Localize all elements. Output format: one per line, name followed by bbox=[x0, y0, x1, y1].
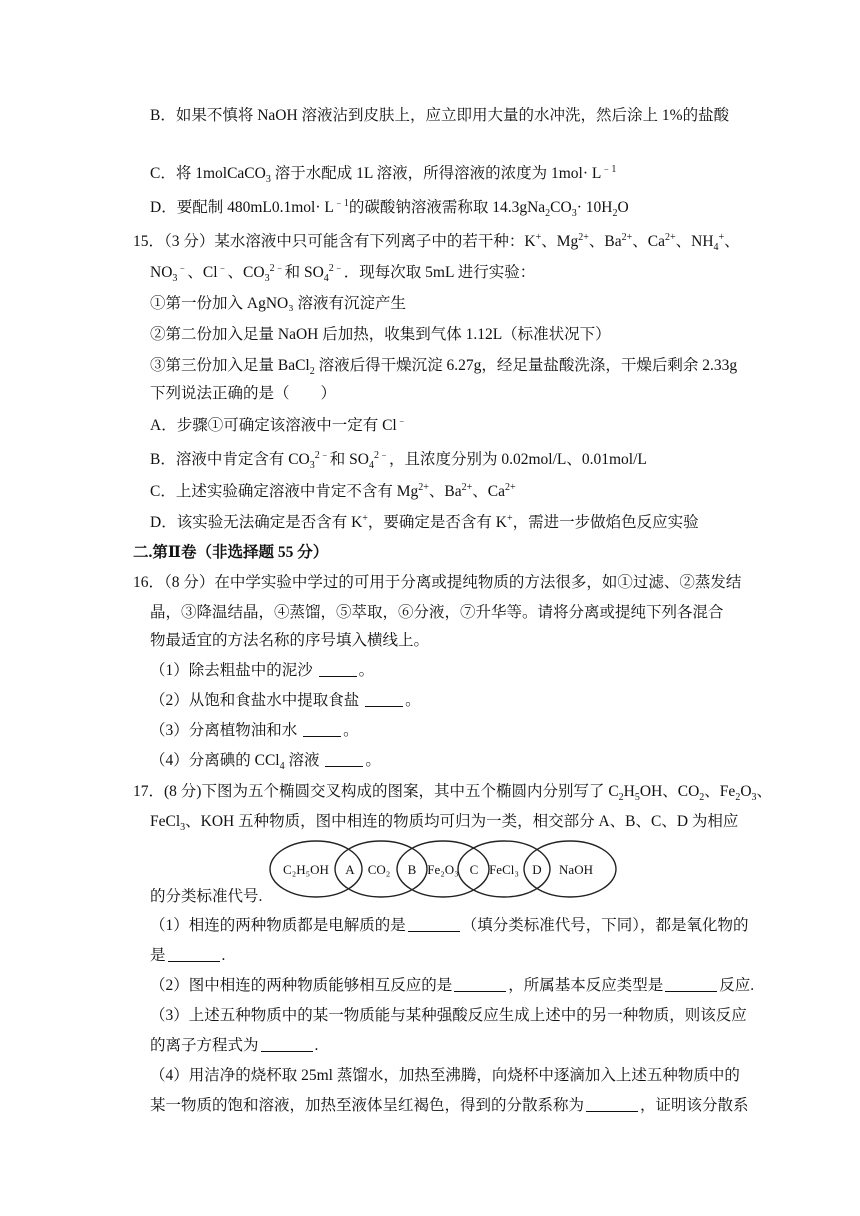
section-heading: 二.第Ⅱ卷（非选择题 55 分） bbox=[133, 544, 329, 561]
substance-co2: CO₂ bbox=[367, 862, 391, 877]
answer-blank[interactable] bbox=[365, 692, 403, 707]
q16-stem-line2: 晶，③降温结晶，④蒸馏，⑤萃取，⑥分液，⑦升华等。请将分离或提纯下列各混合 bbox=[150, 604, 724, 621]
ellipse-classification-diagram bbox=[268, 836, 618, 900]
answer-blank[interactable] bbox=[454, 977, 506, 992]
answer-blank[interactable] bbox=[168, 947, 220, 962]
q17-part1-cont: 是 . bbox=[150, 947, 226, 964]
substance-fe2o3: Fe₂O₃ bbox=[427, 862, 459, 877]
answer-blank[interactable] bbox=[586, 1097, 638, 1112]
q17-part3-cont: 的离子方程式为 . bbox=[150, 1037, 319, 1054]
q14-option-b: B．如果不慎将 NaOH 溶液沾到皮肤上，应立即用大量的水冲洗，然后涂上 1%的盐酸 bbox=[150, 107, 730, 124]
answer-blank[interactable] bbox=[303, 722, 341, 737]
q14-option-d: D．要配制 $480mL0.1mol\cdot L^{﹣1}$的碳酸钠溶液需称取 $14.3gNa_2CO_3\cdot 10H_2O$ bbox=[150, 197, 629, 220]
substance-fecl3: FeCl₃ bbox=[489, 862, 519, 877]
q15-stem-line1: 15．（3 分）某水溶液中只可能含有下列离子中的若干种：K+、$Mg^{2+}$、$Ba^{2+}$、$Ca^{2+}$、$NH_4^+$、 bbox=[133, 231, 740, 254]
q17-part1: （1）相连的两种物质都是电解质的是 （填分类标准代号，下同），都是氧化物的 bbox=[150, 917, 749, 934]
q15-option-c: C．上述实验确定溶液中肯定不含有 $Mg^{2+}$、$Ba^{2+}$、$Ca^{2+}$ bbox=[150, 481, 516, 500]
q15-question: 下列说法正确的是（ ） bbox=[150, 385, 337, 402]
answer-blank[interactable] bbox=[325, 752, 363, 767]
answer-blank[interactable] bbox=[665, 977, 717, 992]
q16-stem-line1: 16．（8 分）在中学实验中学过的可用于分离或提纯物质的方法很多，如①过滤、②蒸发结 bbox=[133, 574, 742, 591]
q15-step1: ①第一份加入 AgNO₃ 溶液有沉淀产生 bbox=[150, 295, 406, 312]
q17-stem-line1: 17．(8 分)下图为五个椭圆交叉构成的图案，其中五个椭圆内分别写了 $C_2H_5OH$、$CO_2$、$Fe_2O_3$、 bbox=[133, 783, 773, 804]
q16-part1: （1）除去粗盐中的泥沙 。 bbox=[150, 662, 375, 679]
q17-part4: （4）用洁净的烧杯取 25ml 蒸馏水，加热至沸腾，向烧杯中逐滴加入上述五种物质中的 bbox=[150, 1067, 740, 1084]
answer-blank[interactable] bbox=[261, 1037, 313, 1052]
q17-part4-cont: 某一物质的饱和溶液，加热至液体呈红褐色，得到的分散系称为 ，证明该分散系 bbox=[150, 1097, 749, 1114]
substance-naoh: NaOH bbox=[559, 862, 593, 877]
answer-blank[interactable] bbox=[319, 662, 357, 677]
q17-stem-line3: 的分类标准代号. bbox=[150, 888, 263, 905]
substance-c2h5oh: C₂H₅OH bbox=[283, 862, 329, 877]
q17-part2: （2）图中相连的两种物质能够相互反应的是 ，所属基本反应类型是 反应. bbox=[150, 977, 755, 994]
q14-option-c: C．将 1molCaCO$_3$ 溶于水配成 1L 溶液，所得溶液的浓度为 $1mol\cdot L^{﹣1}$ bbox=[150, 163, 617, 186]
label-a: A bbox=[345, 862, 355, 877]
label-c: C bbox=[469, 862, 479, 877]
q15-step3: ③第三份加入足量 BaCl$_2$ 溶液后得干燥沉淀 6.27g，经足量盐酸洗涤，干燥后剩余 2.33g bbox=[150, 357, 738, 378]
q17-part3: （3）上述五种物质中的某一物质能与某种强酸反应生成上述中的另一种物质，则该反应 bbox=[150, 1007, 747, 1024]
q16-part3: （3）分离植物油和水 。 bbox=[150, 722, 359, 739]
label-b: B bbox=[407, 862, 417, 877]
q16-part2: （2）从饱和食盐水中提取食盐 。 bbox=[150, 692, 421, 709]
q15-option-a: A．步骤①可确定该溶液中一定有 Cl﹣ bbox=[150, 415, 407, 434]
q17-stem-line2: FeCl$_3$、KOH 五种物质，图中相连的物质均可归为一类，相交部分 A、B、C、D 为相应 bbox=[150, 813, 739, 834]
label-d: D bbox=[532, 862, 542, 877]
q15-stem-line2: $NO_3^﹣$、Cl﹣、$CO_3^{2﹣}$和 $SO_4^{2﹣}$．现每次取 5mL 进行实验： bbox=[150, 262, 536, 285]
q15-step2: ②第二份加入足量 NaOH 后加热，收集到气体 1.12L（标准状况下） bbox=[150, 326, 611, 343]
q16-part4: （4）分离碘的 CCl$_4$ 溶液 。 bbox=[150, 752, 381, 773]
q15-option-b: B．溶液中肯定含有 $CO_3^{2﹣}$和 $SO_4^{2﹣}$，且浓度分别为 0.02mol/L、0.01mol/L bbox=[150, 449, 647, 472]
q15-option-d: D．该实验无法确定是否含有 K+，要确定是否含有 K+，需进一步做焰色反应实验 bbox=[150, 512, 699, 531]
q16-stem-line3: 物最适宜的方法名称的序号填入横线上。 bbox=[150, 632, 430, 649]
answer-blank[interactable] bbox=[408, 917, 460, 932]
